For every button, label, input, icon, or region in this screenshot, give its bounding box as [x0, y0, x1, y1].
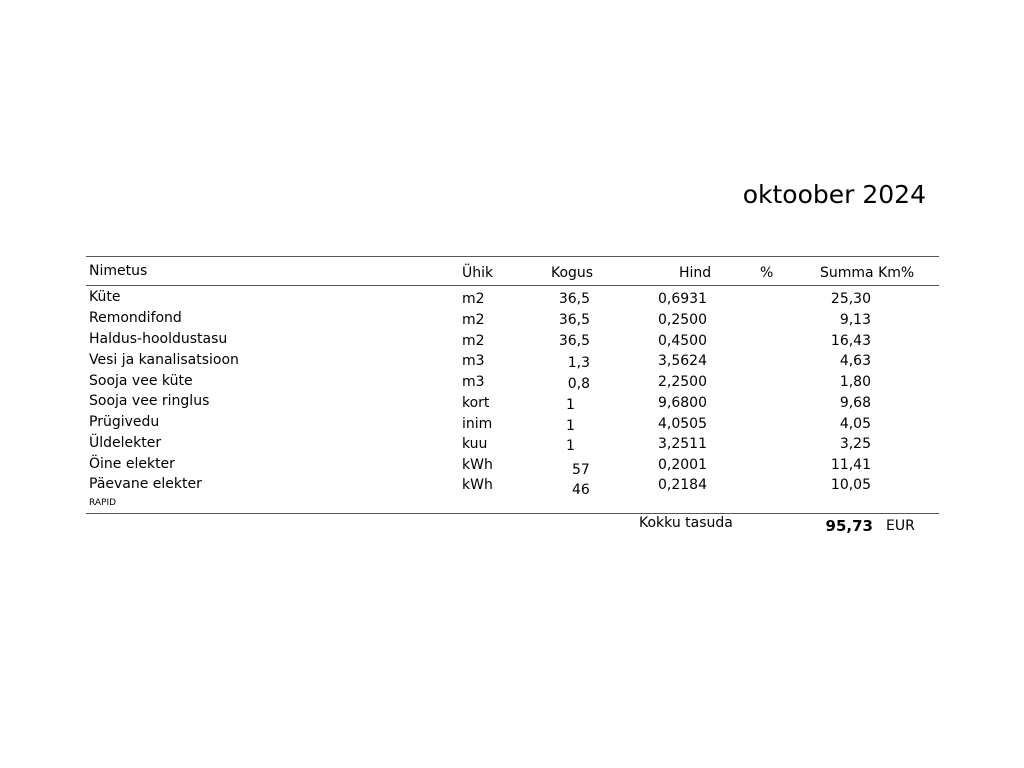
- row-price: 0,2184: [658, 477, 707, 493]
- row-qty: 57: [572, 462, 590, 478]
- row-qty: 36,5: [558, 333, 590, 349]
- row-name: Sooja vee ringlus: [89, 393, 210, 409]
- row-price: 0,2001: [658, 457, 707, 473]
- table-bottom-rule: [86, 513, 939, 514]
- row-sum: 11,41: [830, 457, 871, 473]
- row-sum: 1,80: [839, 374, 871, 390]
- row-name: Vesi ja kanalisatsioon: [89, 352, 239, 368]
- row-name: Sooja vee küte: [89, 373, 193, 389]
- header-bottom-rule: [86, 285, 939, 286]
- row-unit: kWh: [462, 477, 493, 493]
- row-qty: 36,5: [558, 291, 590, 307]
- row-sum: 9,68: [839, 395, 871, 411]
- row-price: 3,5624: [658, 353, 707, 369]
- row-name: Haldus-hooldustasu: [89, 331, 228, 347]
- row-name: Üldelekter: [89, 435, 162, 451]
- row-sum: 4,63: [839, 353, 871, 369]
- row-sum: 25,30: [830, 291, 871, 307]
- row-qty: 1: [566, 397, 575, 413]
- row-price: 3,2511: [658, 436, 707, 452]
- row-unit: m3: [462, 374, 485, 390]
- row-price: 0,4500: [658, 333, 707, 349]
- row-name: Öine elekter: [89, 456, 175, 472]
- row-qty: 0,8: [567, 376, 590, 392]
- row-price: 0,6931: [658, 291, 707, 307]
- row-qty: 36,5: [558, 312, 590, 328]
- row-price: 9,6800: [658, 395, 707, 411]
- row-unit: kort: [462, 395, 490, 411]
- header-pct: %: [760, 265, 774, 281]
- row-name: Päevane elekter: [89, 476, 202, 492]
- row-price: 4,0505: [658, 416, 707, 432]
- row-price: 2,2500: [658, 374, 707, 390]
- billing-period: oktoober 2024: [742, 180, 926, 209]
- row-qty: 1,3: [567, 355, 590, 371]
- row-unit: m2: [462, 312, 485, 328]
- total-currency: EUR: [886, 518, 915, 534]
- table-top-rule: [86, 256, 939, 257]
- row-unit: m2: [462, 291, 485, 307]
- row-sum: 4,05: [839, 416, 871, 432]
- row-price: 0,2500: [658, 312, 707, 328]
- row-sum: 10,05: [830, 477, 871, 493]
- total-label: Kokku tasuda: [639, 515, 733, 531]
- header-qty: Kogus: [551, 265, 594, 281]
- row-qty: 46: [572, 482, 590, 498]
- header-sum: Summa Km%: [820, 265, 915, 281]
- row-name: Prügivedu: [89, 414, 160, 430]
- provider-note: RAPID: [89, 498, 117, 508]
- row-unit: m3: [462, 353, 485, 369]
- row-sum: 16,43: [830, 333, 871, 349]
- header-price: Hind: [679, 265, 712, 281]
- header-unit: Ühik: [462, 265, 494, 281]
- header-name: Nimetus: [89, 263, 148, 279]
- row-qty: 1: [566, 418, 575, 434]
- row-unit: inim: [462, 416, 493, 432]
- row-unit: m2: [462, 333, 485, 349]
- row-unit: kWh: [462, 457, 493, 473]
- row-name: Küte: [89, 289, 121, 305]
- row-unit: kuu: [462, 436, 488, 452]
- row-qty: 1: [566, 438, 575, 454]
- row-sum: 9,13: [839, 312, 871, 328]
- row-name: Remondifond: [89, 310, 182, 326]
- total-value: 95,73: [825, 517, 873, 535]
- row-sum: 3,25: [839, 436, 871, 452]
